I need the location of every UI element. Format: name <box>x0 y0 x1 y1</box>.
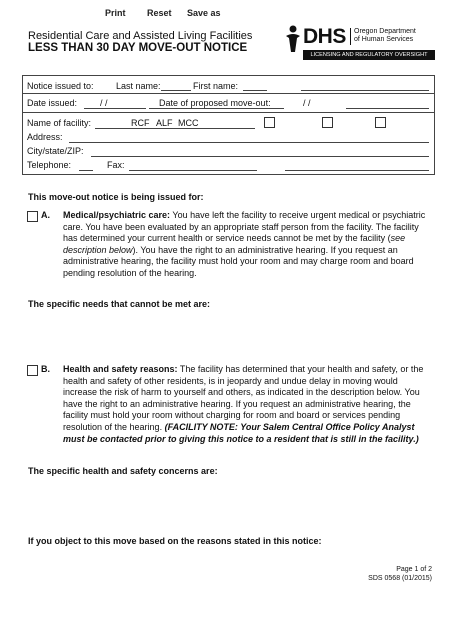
section-b-label: B. <box>41 364 50 374</box>
facility-name-label: Name of facility: <box>27 118 92 128</box>
save-as-button[interactable]: Save as <box>187 8 221 18</box>
date-proposed-field[interactable] <box>346 108 429 109</box>
print-button[interactable]: Print <box>105 8 126 18</box>
first-name-label: First name: <box>193 81 239 91</box>
section-a-body: You have left the facility to receive urgent medical or psychiatric care. You have been evaluated by an appropriate staff person from the facility. The facility has determined your current health or service needs cannot be met by the facility ( <box>63 210 426 244</box>
facility-alf-label: ALF <box>156 118 173 128</box>
page-title: LESS THAN 30 DAY MOVE-OUT NOTICE <box>28 42 248 54</box>
facility-mcc-label: MCC <box>178 118 199 128</box>
city-state-zip-field[interactable] <box>91 156 429 157</box>
divider <box>23 93 434 94</box>
person-icon <box>283 24 303 54</box>
section-a-checkbox[interactable] <box>27 211 38 222</box>
header-subtitle: Residential Care and Assisted Living Facilities <box>28 30 253 42</box>
date-issued-label: Date issued: <box>27 98 78 108</box>
date-proposed-separators: / / <box>303 98 311 108</box>
contact-extra-field[interactable] <box>285 170 429 171</box>
section-a-label: A. <box>41 210 50 220</box>
last-name-field[interactable] <box>161 90 191 91</box>
intro-heading: This move-out notice is being issued for: <box>28 192 204 202</box>
date-issued-field[interactable] <box>84 108 146 109</box>
logo-initials: DHS <box>303 25 346 48</box>
logo-divider <box>350 28 351 45</box>
rcf-checkbox[interactable] <box>264 117 275 128</box>
date-proposed-label: Date of proposed move-out: <box>159 98 271 108</box>
section-b-body: The facility has determined that your health and safety, or the health and safety of other residents, is in jeopardy and undue delay in moving would increase the risk of harm to yourself and others, as indicated in the description below. You have the right to an administrative hearing. If you request an administrative hearing, the facility must hold your room without charging for room and board or services pending resolution of the hearing. <box>63 364 424 432</box>
section-a-text <box>63 210 431 280</box>
date-proposed-underline <box>149 108 284 109</box>
form-id: SDS 0568 (01/2015) <box>368 575 432 582</box>
name-extra-field[interactable] <box>301 90 429 91</box>
address-label: Address: <box>27 132 63 142</box>
section-b-title: Health and safety reasons: <box>63 364 178 374</box>
logo-org-line1: Oregon Department <box>354 28 416 35</box>
concerns-heading: The specific health and safety concerns are: <box>28 466 218 476</box>
section-b-checkbox[interactable] <box>27 365 38 376</box>
fax-label: Fax: <box>107 160 125 170</box>
objection-heading: If you object to this move based on the reasons stated in this notice: <box>28 536 322 546</box>
telephone-field[interactable] <box>79 170 93 171</box>
reset-button[interactable]: Reset <box>147 8 172 18</box>
facility-rcf-label: RCF <box>131 118 150 128</box>
notice-form <box>22 75 435 175</box>
city-state-zip-label: City/state/ZIP: <box>27 146 84 156</box>
mcc-checkbox[interactable] <box>375 117 386 128</box>
fax-field[interactable] <box>129 170 257 171</box>
facility-name-field[interactable] <box>95 128 255 129</box>
divider <box>23 112 434 113</box>
telephone-label: Telephone: <box>27 160 72 170</box>
logo-org-line2: of Human Services <box>354 36 414 43</box>
facility-note: (FACILITY NOTE: Your Salem Central Office Policy Analyst must be contacted prior to giving this notice to a resident that is still in the facility.) <box>63 421 419 444</box>
address-field[interactable] <box>69 142 429 143</box>
page-number: Page 1 of 2 <box>396 566 432 573</box>
notice-issued-label: Notice issued to: <box>27 81 94 91</box>
section-a-body-2: ). You have the right to an administrative hearing. If you request an administrative hearing, the facility must hold your room and may charge room and board pending resolution of the hearing. <box>63 244 414 278</box>
section-a-italic: see description below <box>63 233 406 255</box>
last-name-label: Last name: <box>116 81 161 91</box>
logo-banner: LICENSING AND REGULATORY OVERSIGHT <box>303 50 435 60</box>
alf-checkbox[interactable] <box>322 117 333 128</box>
needs-heading: The specific needs that cannot be met are: <box>28 299 211 309</box>
section-a-title: Medical/psychiatric care: <box>63 210 171 220</box>
section-b-text <box>63 364 431 445</box>
first-name-field[interactable] <box>243 90 267 91</box>
date-issued-separators: / / <box>100 98 108 108</box>
dhs-logo <box>283 22 435 62</box>
